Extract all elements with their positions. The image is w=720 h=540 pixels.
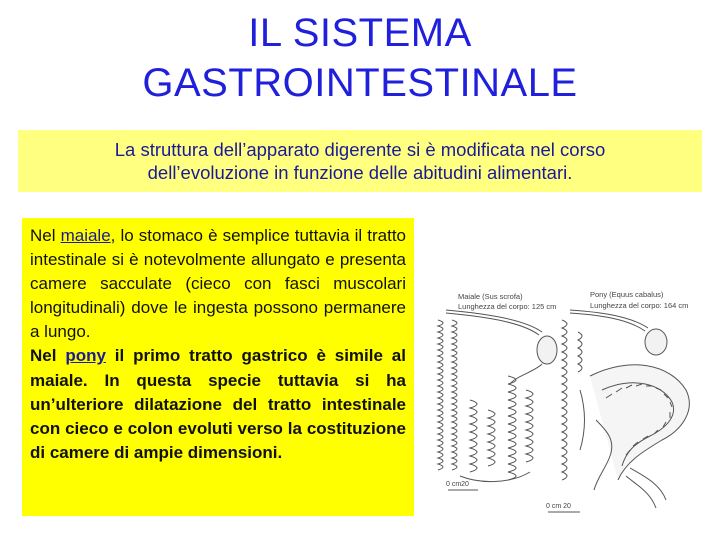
- intro-line-1: La struttura dell’apparato digerente si è modificata nel corso: [114, 139, 606, 160]
- paragraph-pony: [30, 344, 406, 464]
- species-maiale: maiale: [60, 226, 111, 245]
- pony-length: Lunghezza del corpo: 164 cm: [590, 301, 689, 310]
- digestive-system-illustration: [430, 280, 704, 522]
- scale-bars: [446, 481, 580, 512]
- pony-label: Pony (Equus cabalus): [590, 290, 664, 299]
- title-line-2: GASTROINTESTINALE: [142, 61, 578, 105]
- p1-text: , lo stomaco è semplice tuttavia il tratto intestinale si è notevolmente allungato e presenta camere sacculate (cieco con fasci muscolari longitudinali) dove le ingesta possono permanere a lungo.: [30, 226, 406, 342]
- title-line-1: IL SISTEMA: [248, 11, 472, 55]
- slide-title: [0, 8, 720, 108]
- scale-left-label: 0 cm20: [446, 481, 469, 488]
- pig-length: Lunghezza del corpo: 125 cm: [458, 302, 557, 311]
- pony-digestive-tract: [562, 310, 689, 508]
- pig-label: Maiale (Sus scrofa): [458, 292, 523, 301]
- p2-prefix: Nel: [30, 346, 66, 366]
- intro-box: [18, 130, 702, 192]
- description-box: [22, 218, 414, 516]
- p1-prefix: Nel: [30, 226, 61, 245]
- intro-line-2: dell’evoluzione in funzione delle abitudini alimentari.: [147, 162, 573, 183]
- p2-text: il primo tratto gastrico è simile al maiale. In questa specie tuttavia si ha un’ulteriore dilatazione del tratto intestinale con cieco e colon evoluti verso la costituzione di camere di ampie dimensioni.: [30, 346, 406, 462]
- species-pony: pony: [65, 346, 106, 366]
- scale-right-label: 0 cm 20: [546, 503, 571, 510]
- paragraph-maiale: [30, 224, 406, 344]
- pig-digestive-tract: [438, 310, 557, 482]
